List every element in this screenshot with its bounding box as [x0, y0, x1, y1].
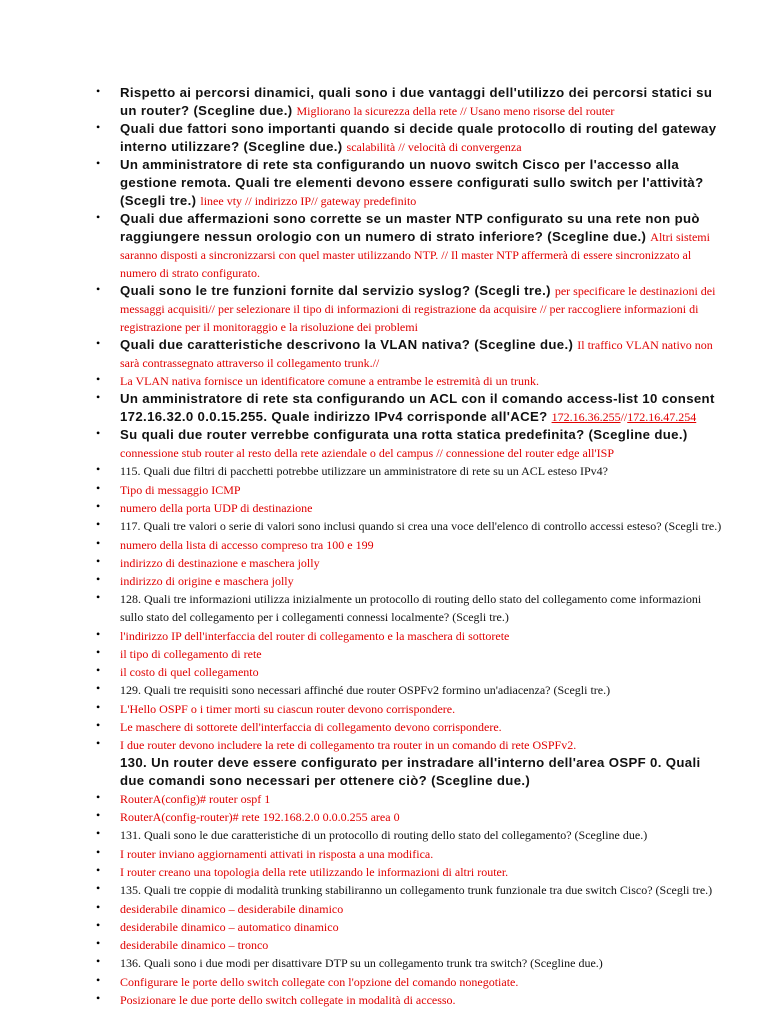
list-item: [0, 954, 768, 972]
answer-separator: //: [620, 410, 628, 424]
bullet: •: [96, 336, 101, 350]
bullet: •: [96, 590, 101, 604]
bullet: •: [96, 918, 101, 932]
document-page: [0, 84, 768, 1009]
bullet: •: [96, 736, 101, 750]
question-text: 129. Quali tre requisiti sono necessari affinché due router OSPFv2 formino un'adiacenza? (Scegli tre.): [120, 683, 611, 697]
list-item: [0, 700, 768, 718]
question-text: 135. Quali tre coppie di modalità trunking stabiliranno un collegamento trunk funzionale tra due switch Cisco? (Scegli tre.): [120, 883, 713, 897]
list-item: [0, 918, 768, 936]
bullet: •: [96, 790, 101, 804]
bullet: •: [96, 627, 101, 641]
list-item: [0, 736, 768, 790]
bullet: •: [96, 808, 101, 822]
list-item: [0, 390, 768, 426]
bullet: •: [96, 84, 101, 98]
answer-text: linee vty // indirizzo IP// gateway predefinito: [200, 194, 417, 208]
list-item: [0, 590, 768, 626]
bullet: •: [96, 120, 101, 134]
list-item: [0, 973, 768, 991]
question-text: 130. Un router deve essere configurato per instradare all'interno dell'area OSPF 0. Quali due comandi sono necessari per ottenere ciò? (Scegline due.): [120, 755, 701, 788]
list-item: [0, 462, 768, 480]
bullet: •: [96, 572, 101, 586]
bullet: •: [96, 881, 101, 895]
list-item: [0, 517, 768, 535]
bullet: •: [96, 282, 101, 296]
list-item: [0, 627, 768, 645]
answer-text: per specificare le destinazioni dei messaggi acquisiti// per selezionare il tipo di informazioni di registrazione da acquisire // per raccogliere informazioni di registrazione per il monitoraggio e la risoluzione dei problemi: [120, 284, 716, 334]
answer-text: I router creano una topologia della rete utilizzando le informazioni di altri router.: [120, 865, 509, 879]
answer-text: indirizzo di origine e maschera jolly: [120, 574, 294, 588]
bullet: •: [96, 973, 101, 987]
bullet: •: [96, 718, 101, 732]
question-text: Un amministratore di rete sta configurando un nuovo switch Cisco per l'accesso alla gestione remota. Quali tre elementi devono essere configurati sullo switch per l'attività? (Scegli tre.): [120, 157, 704, 208]
list-item: [0, 863, 768, 881]
bullet: •: [96, 554, 101, 568]
answer-text: I due router devono includere la rete di collegamento tra router in un comando di rete OSPFv2.: [120, 738, 577, 752]
question-text: Quali sono le tre funzioni fornite dal servizio syslog? (Scegli tre.): [120, 283, 551, 298]
answer-text: Tipo di messaggio ICMP: [120, 483, 241, 497]
list-item: [0, 991, 768, 1009]
list-item: [0, 663, 768, 681]
question-text: Rispetto ai percorsi dinamici, quali sono i due vantaggi dell'utilizzo dei percorsi statici su un router? (Scegline due.): [120, 85, 713, 118]
question-text: Un amministratore di rete sta configurando un ACL con il comando access-list 10 consent 172.16.32.0 0.0.15.255. Quale indirizzo IPv4 corrisponde all'ACE?: [120, 391, 715, 424]
list-item: [0, 936, 768, 954]
question-text: 131. Quali sono le due caratteristiche di un protocollo di routing dello stato del collegamento? (Scegline due.): [120, 828, 648, 842]
list-item: [0, 426, 768, 462]
answer-text: Le maschere di sottorete dell'interfaccia di collegamento devono corrispondere.: [120, 720, 502, 734]
question-text: Quali due caratteristiche descrivono la VLAN nativa? (Scegline due.): [120, 337, 574, 352]
list-item: [0, 900, 768, 918]
answer-text: numero della lista di accesso compreso tra 100 e 199: [120, 538, 374, 552]
question-list: [0, 84, 768, 1009]
bullet: •: [96, 481, 101, 495]
answer-text: desiderabile dinamico – desiderabile dinamico: [120, 902, 344, 916]
answer-text: RouterA(config-router)# rete 192.168.2.0 0.0.0.255 area 0: [120, 810, 400, 824]
list-item: [0, 282, 768, 336]
bullet: •: [96, 954, 101, 968]
answer-text: scalabilità // velocità di convergenza: [346, 140, 522, 154]
bullet: •: [96, 700, 101, 714]
list-item: [0, 881, 768, 899]
list-item: [0, 84, 768, 120]
answer-text: La VLAN nativa fornisce un identificatore comune a entrambe le estremità di un trunk.: [120, 374, 539, 388]
list-item: [0, 645, 768, 663]
list-item: [0, 120, 768, 156]
list-item: [0, 718, 768, 736]
list-item: [0, 372, 768, 390]
answer-text: Altri sistemi saranno disposti a sincronizzarsi con quel master utilizzando NTP. // Il master NTP affermerà di essere sincronizzato al numero di strato configurato.: [120, 230, 710, 280]
list-item: [0, 156, 768, 210]
bullet: •: [96, 645, 101, 659]
answer-text: Migliorano la sicurezza della rete // Usano meno risorse del router: [296, 104, 615, 118]
answer-text: L'Hello OSPF o i timer morti su ciascun router devono corrispondere.: [120, 702, 456, 716]
question-text: 128. Quali tre informazioni utilizza inizialmente un protocollo di routing dello stato del collegamento come informazioni sullo stato del collegamento per i collegamenti connessi localmente? (Scegli tre.): [120, 592, 702, 624]
answer-text: il costo di quel collegamento: [120, 665, 259, 679]
list-item: [0, 481, 768, 499]
answer-text: I router inviano aggiornamenti attivati in risposta a una modifica.: [120, 847, 434, 861]
bullet: •: [96, 210, 101, 224]
list-item: [0, 826, 768, 844]
bullet: •: [96, 156, 101, 170]
answer-text: Configurare le porte dello switch collegate con l'opzione del comando nonegotiate.: [120, 975, 519, 989]
list-item: [0, 808, 768, 826]
bullet: •: [96, 845, 101, 859]
bullet: •: [96, 900, 101, 914]
bullet: •: [96, 499, 101, 513]
list-item: [0, 499, 768, 517]
question-text: Su quali due router verrebbe configurata una rotta statica predefinita? (Scegline due.): [120, 427, 688, 442]
answer-text: numero della porta UDP di destinazione: [120, 501, 313, 515]
bullet: •: [96, 372, 101, 386]
bullet: •: [96, 863, 101, 877]
bullet: •: [96, 826, 101, 840]
question-text: Quali due fattori sono importanti quando si decide quale protocollo di routing del gateway interno utilizzare? (Scegline due.): [120, 121, 717, 154]
list-item: [0, 572, 768, 590]
question-text: 117. Quali tre valori o serie di valori sono inclusi quando si crea una voce dell'elenco di controllo accessi esteso? (Scegli tre.): [120, 519, 722, 533]
question-text: 136. Quali sono i due modi per disattivare DTP su un collegamento trunk tra switch? (Scegline due.): [120, 956, 603, 970]
answer-text: Posizionare le due porte dello switch collegate in modalità di accesso.: [120, 993, 456, 1007]
answer-text: desiderabile dinamico – automatico dinamico: [120, 920, 339, 934]
bullet: •: [96, 536, 101, 550]
bullet: •: [96, 936, 101, 950]
list-item: [0, 790, 768, 808]
bullet: •: [96, 991, 101, 1005]
question-text: Quali due affermazioni sono corrette se un master NTP configurato su una rete non può raggiungere nessun orologio con un numero di strato inferiore? (Scegline due.): [120, 211, 700, 244]
question-text: 115. Quali due filtri di pacchetti potrebbe utilizzare un amministratore di rete su un ACL esteso IPv4?: [120, 464, 608, 478]
answer-text: indirizzo di destinazione e maschera jolly: [120, 556, 320, 570]
answer-text: Il traffico VLAN nativo non sarà contrassegnato attraverso il collegamento trunk.//: [120, 338, 713, 370]
list-item: [0, 210, 768, 282]
answer-ip-1: 172.16.36.255: [551, 410, 621, 424]
bullet: •: [96, 517, 101, 531]
bullet: •: [96, 426, 101, 440]
answer-text: RouterA(config)# router ospf 1: [120, 792, 271, 806]
list-item: [0, 681, 768, 699]
answer-ip-2: 172.16.47.254: [627, 410, 697, 424]
answer-text: desiderabile dinamico – tronco: [120, 938, 269, 952]
list-item: [0, 845, 768, 863]
bullet: •: [96, 681, 101, 695]
list-item: [0, 336, 768, 372]
bullet: •: [96, 390, 101, 404]
list-item: [0, 536, 768, 554]
bullet: •: [96, 663, 101, 677]
answer-text: l'indirizzo IP dell'interfaccia del router di collegamento e la maschera di sottorete: [120, 629, 510, 643]
list-item: [0, 554, 768, 572]
answer-text: connessione stub router al resto della rete aziendale o del campus // connessione del router edge all'ISP: [120, 446, 614, 460]
answer-text: il tipo di collegamento di rete: [120, 647, 262, 661]
bullet: •: [96, 462, 101, 476]
